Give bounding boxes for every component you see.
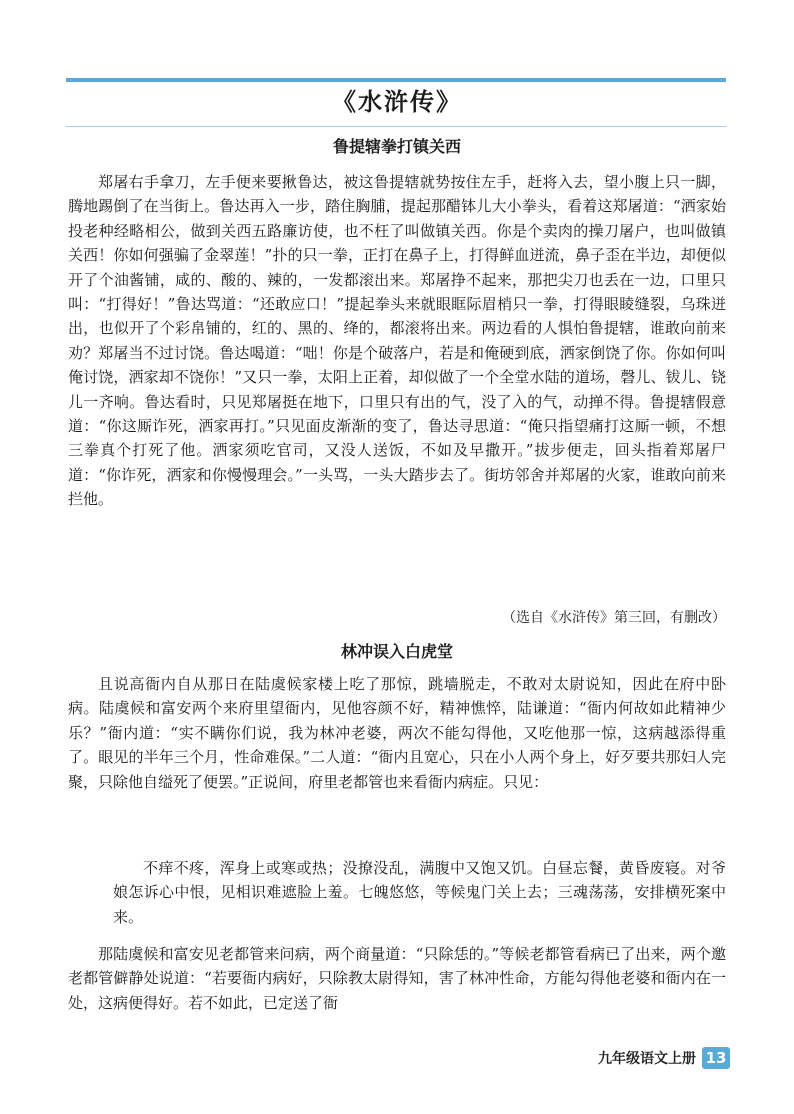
title-divider [66,126,726,127]
source-citation: （选自《水浒传》第三回，有删改） [502,610,726,626]
section-heading-1: 鲁提辖拳打镇关西 [332,137,461,156]
page-footer [540,1046,730,1070]
section-2-paragraph-1: 且说高衙内自从那日在陆虞候家楼上吃了那惊，跳墙脱走，不敢对太尉说知，因此在府中卧病。陆虞候和富安两个来府里望衙内，见他容颜不好，精神憔悴，陆谦道：“衙内何故如此精神少乐？”衙内道：“实不瞒你们说，我为林冲老婆，两次不能勾得他，又吃他那一惊，这病越添得重了。眼见的半年三个月，性命难保。”二人道：“衙内且宽心，只在小人两个身上，好歹要共那妇人完聚，只除他自缢死了便罢。”正说间，府里老都管也来看衙内病症。只见： [68,675,726,791]
section-heading-2: 林冲误入白虎堂 [340,642,453,661]
grade-label: 九年级语文上册 [598,1051,696,1067]
page-number: 13 [702,1047,730,1069]
top-accent-rule [66,78,726,82]
book-title: 《水浒传》 [332,88,462,116]
section-2-paragraph-2: 那陆虞候和富安见老都管来问病，两个商量道：“只除恁的。”等候老都管看病已了出来，两个邀老都管僻静处说道：“若要衙内病好，只除教太尉得知，害了林冲性命，方能勾得他老婆和衙内在一处，这病便得好。若不如此，已定送了衙 [68,945,726,1012]
section-1-paragraph: 郑屠右手拿刀，左手便来要揪鲁达，被这鲁提辖就势按住左手，赶将入去，望小腹上只一脚，腾地踢倒了在当街上。鲁达再入一步，踏住胸脯，提起那醋钵儿大小拳头，看着这郑屠道：“洒家始投老种经略相公，做到关西五路廉访使，也不枉了叫做镇关西。你是个卖肉的操刀屠户，也叫做镇关西！你如何强骗了金翠莲！”扑的只一拳，正打在鼻子上，打得鲜血迸流，鼻子歪在半边，却便似开了个油酱铺，咸的、酸的、辣的，一发都滚出来。郑屠挣不起来，那把尖刀也丢在一边，口里只叫：“打得好！”鲁达骂道：“还敢应口！”提起拳头来就眼眶际眉梢只一拳，打得眼睖缝裂，乌珠迸出，也似开了个彩帛铺的，红的、黑的、绛的，都滚将出来。两边看的人惧怕鲁提辖，谁敢向前来劝？郑屠当不过讨饶。鲁达喝道：“咄！你是个破落户，若是和俺硬到底，洒家倒饶了你。你如何叫俺讨饶，洒家却不饶你！”又只一拳，太阳上正着，却似做了一个全堂水陆的道场，磬儿、钹儿、铙儿一齐响。鲁达看时，只见郑屠挺在地下，口里只有出的气，没了入的气，动掸不得。鲁提辖假意道：“你这厮诈死，洒家再打。”只见面皮渐渐的变了，鲁达寻思道：“俺只指望痛打这厮一顿，不想三拳真个打死了他。洒家须吃官司，又没人送饭，不如及早撒开。”拔步便走，回头指着郑屠尸道：“你诈死，洒家和你慢慢理会。”一头骂，一头大踏步去了。街坊邻舍并郑屠的火家，谁敢向前来拦他。 [68,173,726,509]
section-2-verse: 不痒不疼，浑身上或寒或热；没撩没乱，满腹中又饱又饥。白昼忘餐，黄昏废寝。对爷娘怎诉心中恨，见相识难遮脸上羞。七魄悠悠，等候鬼门关上去；三魂荡荡，安排横死案中来。 [113,859,726,926]
